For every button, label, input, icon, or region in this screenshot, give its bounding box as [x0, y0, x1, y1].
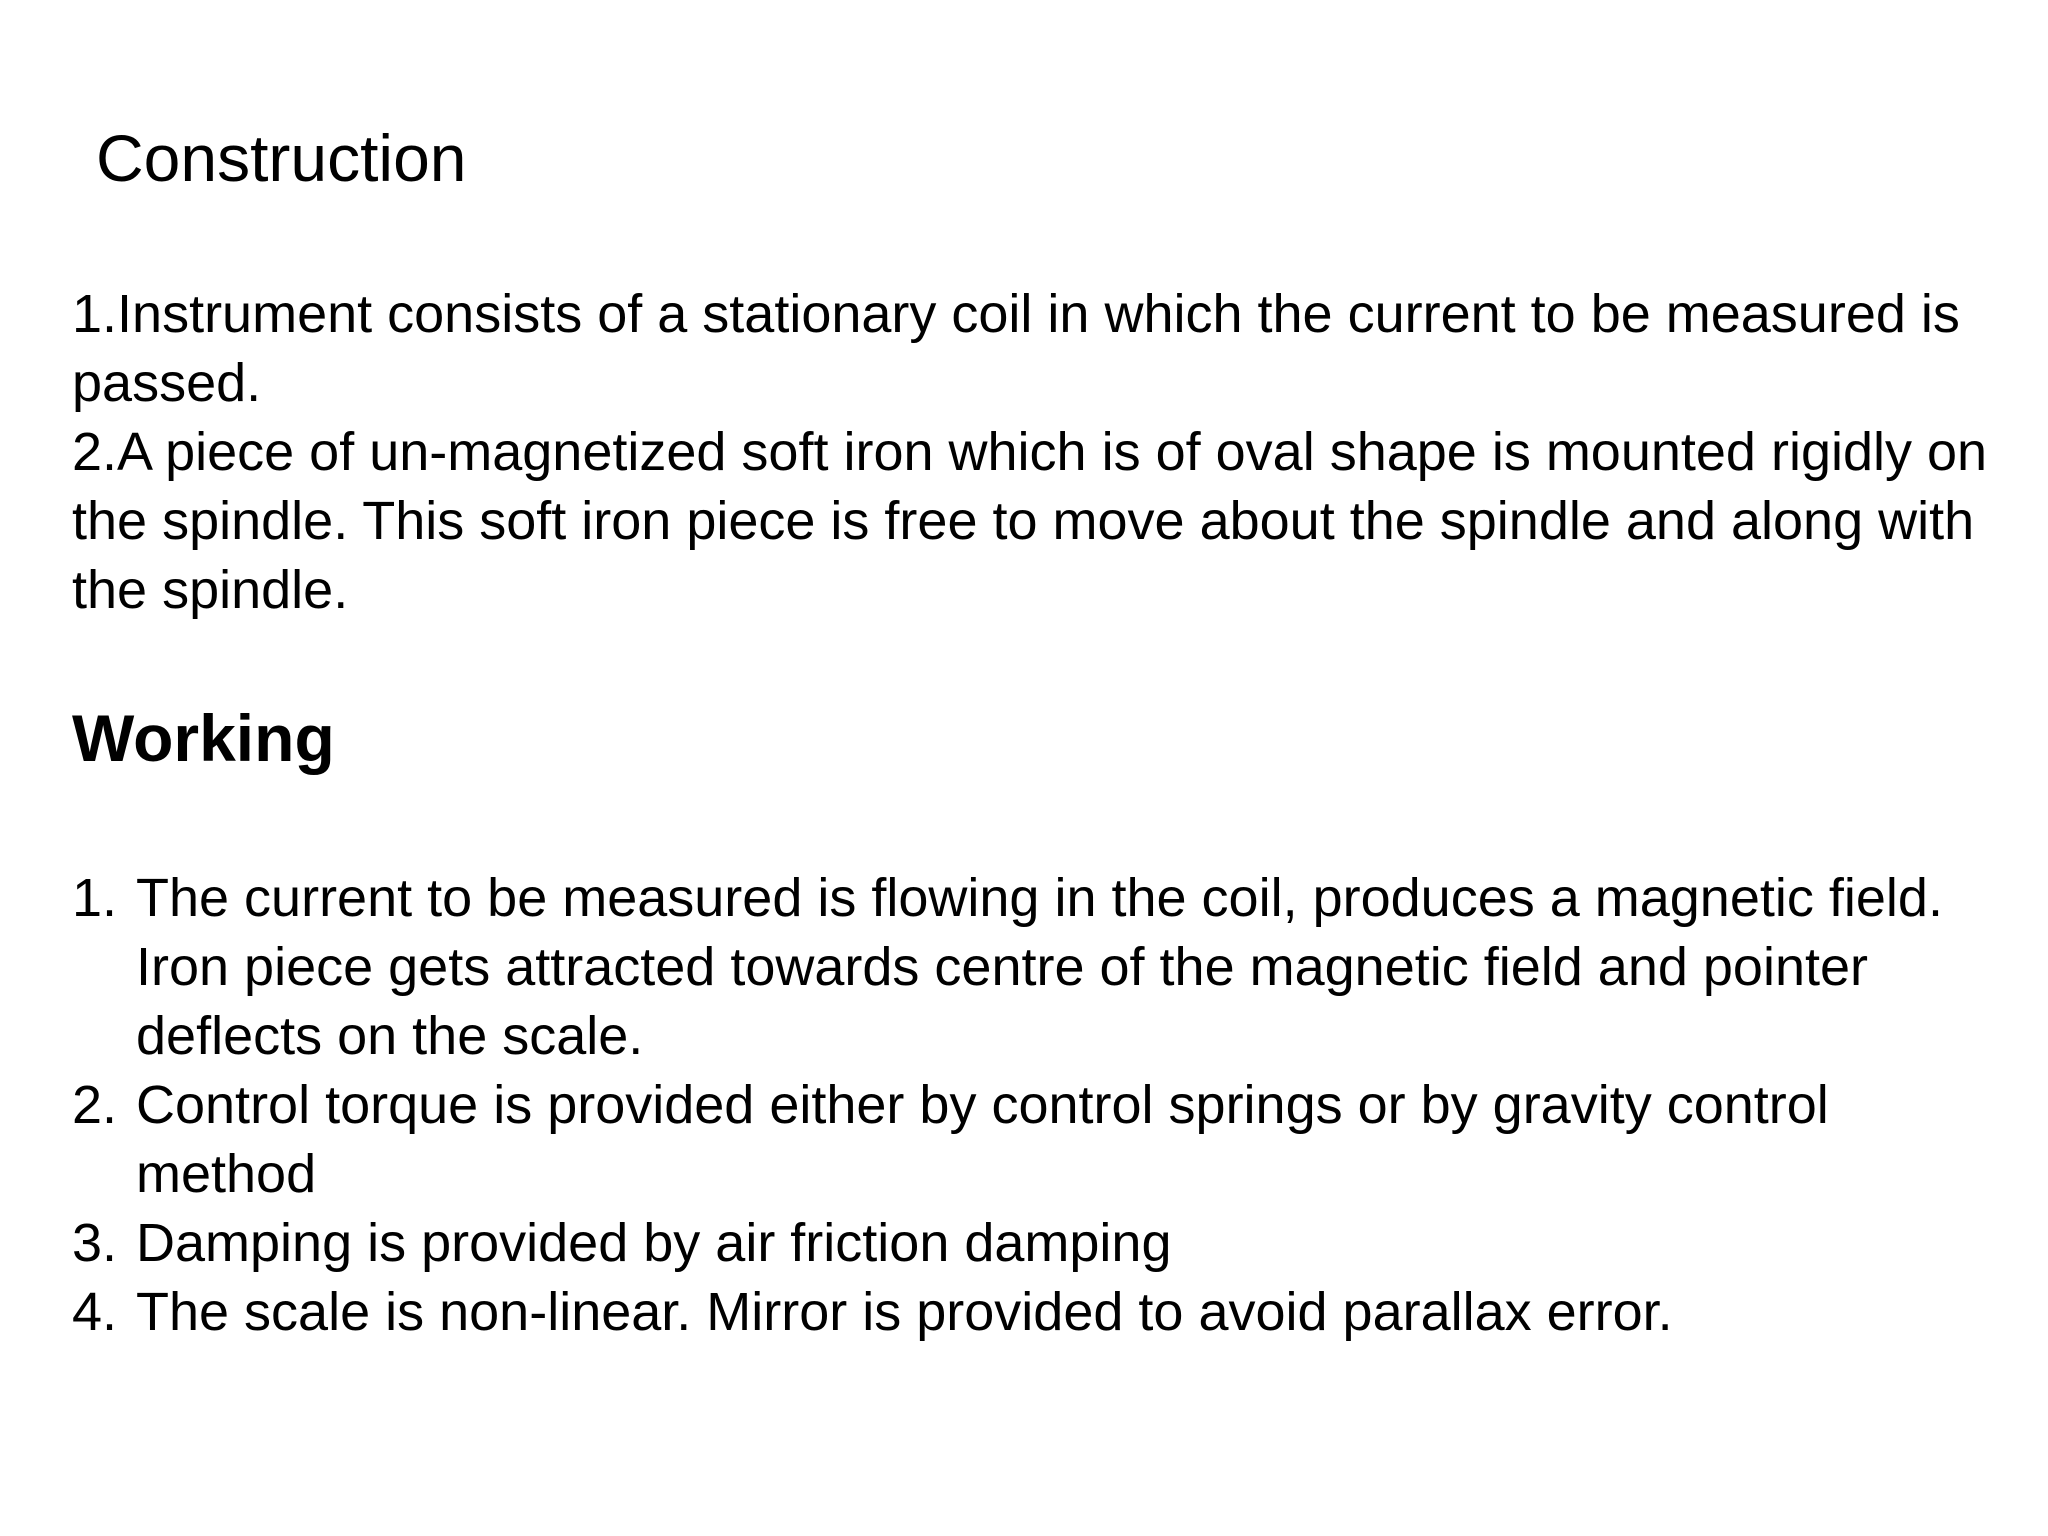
working-list: [72, 864, 2012, 1347]
list-number: 1.: [72, 868, 118, 928]
list-item-text: Damping is provided by air friction damping: [136, 1213, 1172, 1273]
working-list-item: [72, 1278, 2012, 1347]
list-item-text: The scale is non-linear. Mirror is provided to avoid parallax error.: [136, 1282, 1673, 1342]
working-list-item: [72, 1071, 2012, 1209]
list-item-text: The current to be measured is flowing in the coil, produces a magnetic field. Iron piece gets attracted towards centre of the magnetic field and pointer deflects on the scale.: [136, 868, 1943, 1066]
construction-item: 2.A piece of un-magnetized soft iron which is of oval shape is mounted rigidly on the spindle. This soft iron piece is free to move about the spindle and along with the spindle.: [72, 422, 1988, 620]
list-number: 4.: [72, 1282, 118, 1342]
section-title-construction: Construction: [96, 121, 467, 195]
list-number: 2.: [72, 1075, 118, 1135]
working-list-item: [72, 864, 2012, 1071]
list-number: 3.: [72, 1213, 118, 1273]
list-item-text: Control torque is provided either by control springs or by gravity control method: [136, 1075, 1829, 1204]
section-title-working: Working: [72, 701, 335, 775]
construction-text-block: [72, 280, 2012, 625]
working-list-item: [72, 1209, 2012, 1278]
construction-item: 1.Instrument consists of a stationary coil in which the current to be measured is passed.: [72, 284, 1960, 413]
